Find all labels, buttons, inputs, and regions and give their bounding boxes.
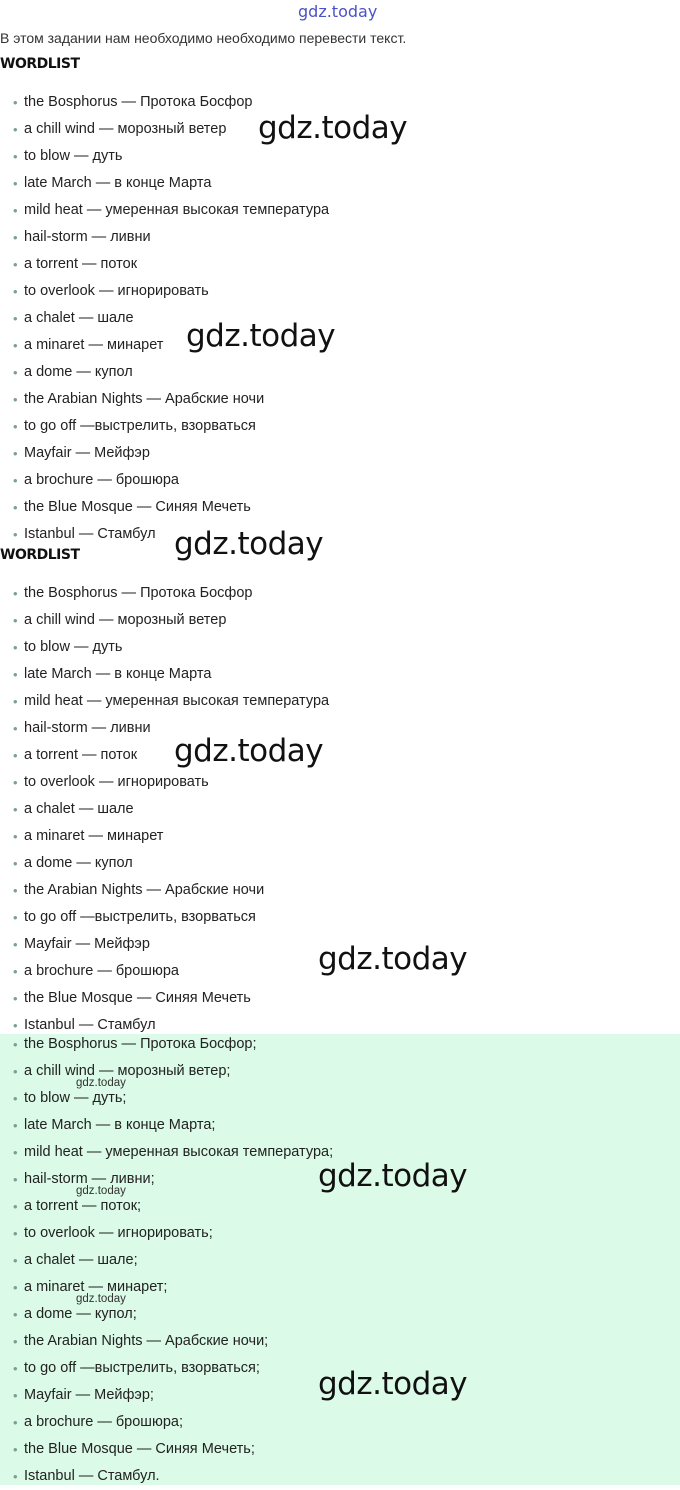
list-item: • the Bosphorus — Протока Босфор [0, 89, 680, 116]
list-item: • a dome — купол [0, 359, 680, 386]
list-item: • Mayfair — Мейфэр; [0, 1382, 680, 1409]
list-item: • late March — в конце Марта [0, 661, 680, 688]
list-item: • a torrent — поток; [0, 1193, 680, 1220]
watermark: gdz.today [174, 526, 324, 562]
list-item: • a chalet — шале; [0, 1247, 680, 1274]
list-item: • to blow — дуть; [0, 1085, 680, 1112]
watermark: gdz.today [258, 110, 408, 146]
list-item: • hail-storm — ливни [0, 224, 680, 251]
list-item: • a brochure — брошюра; [0, 1409, 680, 1436]
list-item: • the Bosphorus — Протока Босфор [0, 580, 680, 607]
list-item: • a dome — купол; [0, 1301, 680, 1328]
list-item: • to go off —выстрелить, взорваться [0, 413, 680, 440]
site-logo[interactable]: gdz.today [298, 2, 378, 21]
watermark: gdz.today [318, 1158, 468, 1194]
list-item: • a chill wind — морозный ветер [0, 116, 680, 143]
wordlist-heading-2: WORDLIST [0, 547, 80, 563]
list-item: • a chalet — шале [0, 305, 680, 332]
list-item: • a chill wind — морозный ветер; [0, 1058, 680, 1085]
list-item: • late March — в конце Марта; [0, 1112, 680, 1139]
list-item: • the Blue Mosque — Синяя Мечеть [0, 985, 680, 1012]
wordlist-1 [0, 89, 680, 548]
list-item: • to overlook — игнорировать; [0, 1220, 680, 1247]
list-item: • to overlook — игнорировать [0, 278, 680, 305]
watermark-small: gdz.today [76, 1077, 126, 1089]
watermark: gdz.today [318, 1366, 468, 1402]
list-item: • mild heat — умеренная высокая температура; [0, 1139, 680, 1166]
list-item: • to overlook — игнорировать [0, 769, 680, 796]
list-item: • the Blue Mosque — Синяя Мечеть; [0, 1436, 680, 1463]
list-item: • a chalet — шале [0, 796, 680, 823]
intro-text: В этом задании нам необходимо необходимо перевести текст. [0, 30, 407, 46]
list-item: • the Arabian Nights — Арабские ночи [0, 877, 680, 904]
list-item: • the Arabian Nights — Арабские ночи; [0, 1328, 680, 1355]
watermark-small: gdz.today [76, 1293, 126, 1305]
list-item: • late March — в конце Марта [0, 170, 680, 197]
watermark: gdz.today [318, 941, 468, 977]
list-item: • to go off —выстрелить, взорваться; [0, 1355, 680, 1382]
watermark-small: gdz.today [76, 1185, 126, 1197]
list-item: • a torrent — поток [0, 742, 680, 769]
list-item: • to blow — дуть [0, 634, 680, 661]
list-item: • mild heat — умеренная высокая температура [0, 688, 680, 715]
wordlist-heading-1: WORDLIST [0, 56, 80, 72]
list-item: • a dome — купол [0, 850, 680, 877]
wordlist-3 [0, 1031, 680, 1490]
list-item: • a minaret — минарет [0, 332, 680, 359]
list-item: • hail-storm — ливни; [0, 1166, 680, 1193]
list-item: • a minaret — минарет [0, 823, 680, 850]
list-item: • a brochure — брошюра [0, 958, 680, 985]
list-item: • Istanbul — Стамбул [0, 521, 680, 548]
watermark: gdz.today [186, 318, 336, 354]
watermark: gdz.today [174, 733, 324, 769]
list-item: • the Bosphorus — Протока Босфор; [0, 1031, 680, 1058]
list-item: • a torrent — поток [0, 251, 680, 278]
list-item: • the Arabian Nights — Арабские ночи [0, 386, 680, 413]
list-item: • Istanbul — Стамбул [0, 1012, 680, 1039]
list-item: • hail-storm — ливни [0, 715, 680, 742]
list-item: • to go off —выстрелить, взорваться [0, 904, 680, 931]
list-item: • Mayfair — Мейфэр [0, 931, 680, 958]
list-item: • a brochure — брошюра [0, 467, 680, 494]
list-item: • Mayfair — Мейфэр [0, 440, 680, 467]
list-item: • Istanbul — Стамбул. [0, 1463, 680, 1490]
list-item: • the Blue Mosque — Синяя Мечеть [0, 494, 680, 521]
list-item: • mild heat — умеренная высокая температура [0, 197, 680, 224]
list-item: • to blow — дуть [0, 143, 680, 170]
list-item: • a chill wind — морозный ветер [0, 607, 680, 634]
list-item: • a minaret — минарет; [0, 1274, 680, 1301]
